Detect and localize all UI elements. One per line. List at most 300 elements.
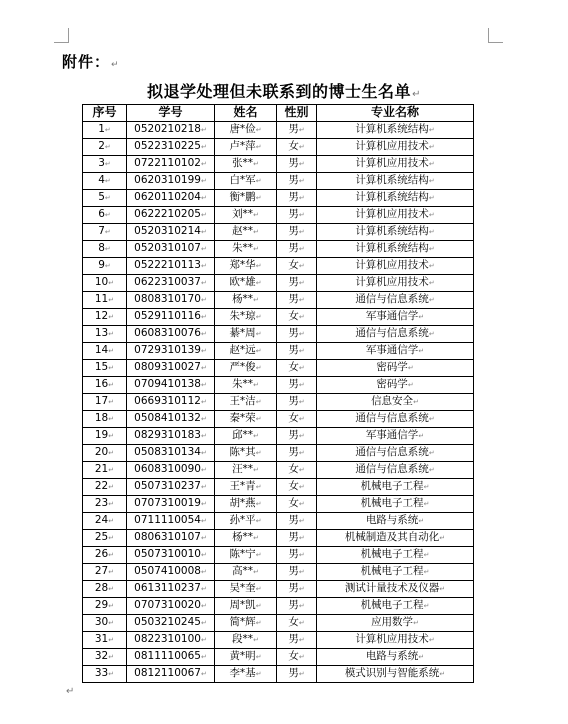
cell-gender-text: 男	[288, 598, 299, 611]
cell-name-text: 邱**	[232, 428, 254, 441]
cell-number-text: 17	[94, 394, 109, 407]
cell-number-text: 5	[98, 190, 105, 203]
cell-major-text: 机械电子工程	[360, 547, 424, 560]
table-row	[83, 325, 474, 342]
cell-number-text: 24	[94, 513, 109, 526]
cell-gender-text: 女	[288, 462, 299, 475]
cell-student-id	[127, 478, 215, 495]
cell-name-text: 赵**	[232, 224, 254, 237]
cell-gender	[277, 427, 317, 444]
cell-end-mark: ↵	[104, 244, 111, 253]
table-body	[83, 121, 474, 682]
cell-name	[215, 155, 277, 172]
cell-number-text: 8	[98, 241, 105, 254]
cell-major-text: 计算机应用技术	[355, 207, 429, 220]
cell-gender-text: 男	[288, 326, 299, 339]
cell-name-text: 张**	[232, 156, 254, 169]
cell-end-mark: ↵	[428, 329, 435, 338]
cell-student-id	[127, 444, 215, 461]
cell-major-text: 计算机系统结构	[355, 190, 429, 203]
cell-end-mark: ↵	[418, 652, 425, 661]
cell-end-mark: ↵	[255, 397, 262, 406]
table-row	[83, 138, 474, 155]
cell-number-text: 23	[94, 496, 109, 509]
cell-student-id-text: 0707310019	[134, 496, 201, 509]
cell-number-text: 25	[94, 530, 109, 543]
cell-gender	[277, 274, 317, 291]
cell-end-mark: ↵	[200, 584, 207, 593]
cell-student-id-text: 0520210218	[134, 122, 201, 135]
cell-student-id-text: 0808310170	[134, 292, 201, 305]
cell-end-mark: ↵	[108, 550, 115, 559]
cell-end-mark: ↵	[200, 635, 207, 644]
cell-student-id-text: 0608310076	[134, 326, 201, 339]
cell-major-text: 机械制造及其自动化	[344, 530, 440, 543]
cell-gender	[277, 172, 317, 189]
table-row	[83, 631, 474, 648]
cell-end-mark: ↵	[108, 601, 115, 610]
cell-name-text: 陈*其	[229, 445, 256, 458]
cell-end-mark: ↵	[108, 618, 115, 627]
cell-name-text: 王*洁	[229, 394, 256, 407]
cell-name-text: 孙*平	[229, 513, 256, 526]
cell-end-mark: ↵	[298, 329, 305, 338]
cell-end-mark: ↵	[298, 465, 305, 474]
cell-end-mark: ↵	[255, 329, 262, 338]
cell-end-mark: ↵	[298, 567, 305, 576]
cell-name	[215, 563, 277, 580]
table-row	[83, 308, 474, 325]
cell-end-mark: ↵	[298, 295, 305, 304]
column-header-student-id: 学号	[127, 105, 215, 122]
cell-student-id	[127, 427, 215, 444]
table-row	[83, 665, 474, 682]
cell-end-mark: ↵	[428, 448, 435, 457]
cell-student-id	[127, 121, 215, 138]
attachment-text: 附件：	[62, 53, 111, 71]
cell-name-text: 朱**	[232, 241, 254, 254]
cell-gender-text: 男	[288, 207, 299, 220]
cell-end-mark: ↵	[200, 516, 207, 525]
cell-number	[83, 461, 127, 478]
cell-major-text: 模式识别与智能系统	[344, 666, 440, 679]
cell-end-mark: ↵	[200, 465, 207, 474]
cell-end-mark: ↵	[200, 312, 207, 321]
cell-number-text: 32	[94, 649, 109, 662]
table-row	[83, 512, 474, 529]
cell-end-mark: ↵	[423, 601, 430, 610]
cell-name	[215, 189, 277, 206]
cell-end-mark: ↵	[298, 448, 305, 457]
cell-student-id	[127, 512, 215, 529]
attachment-label	[62, 51, 120, 72]
cell-end-mark: ↵	[298, 363, 305, 372]
cell-gender-text: 男	[288, 343, 299, 356]
cell-name	[215, 138, 277, 155]
cell-major	[317, 529, 474, 546]
cell-end-mark: ↵	[298, 397, 305, 406]
cell-major-text: 机械电子工程	[360, 479, 424, 492]
cell-end-mark: ↵	[200, 618, 207, 627]
cell-end-mark: ↵	[104, 176, 111, 185]
cell-gender	[277, 648, 317, 665]
cell-number	[83, 325, 127, 342]
cell-major	[317, 359, 474, 376]
table-row	[83, 121, 474, 138]
cell-gender	[277, 376, 317, 393]
cell-end-mark: ↵	[298, 618, 305, 627]
cell-number	[83, 427, 127, 444]
cell-end-mark: ↵	[298, 159, 305, 168]
cell-student-id-text: 0822310100	[134, 632, 201, 645]
cell-student-id	[127, 393, 215, 410]
cell-name	[215, 121, 277, 138]
cell-end-mark: ↵	[418, 516, 425, 525]
cell-name	[215, 478, 277, 495]
cell-student-id	[127, 138, 215, 155]
cell-major	[317, 512, 474, 529]
table-row	[83, 189, 474, 206]
cell-major	[317, 631, 474, 648]
cell-major-text: 机械电子工程	[360, 598, 424, 611]
cell-name-text: 唐*俭	[229, 122, 256, 135]
cell-number	[83, 155, 127, 172]
cell-student-id	[127, 274, 215, 291]
cell-gender-text: 男	[288, 241, 299, 254]
cell-number	[83, 597, 127, 614]
cell-student-id	[127, 223, 215, 240]
column-header-major: 专业名称	[317, 105, 474, 122]
cell-gender	[277, 512, 317, 529]
cell-student-id	[127, 376, 215, 393]
cell-gender-text: 男	[288, 445, 299, 458]
cell-gender-text: 男	[288, 190, 299, 203]
cell-name-text: 白*军	[229, 173, 256, 186]
document-title-text: 拟退学处理但未联系到的博士生名单	[147, 82, 412, 101]
cell-name-text: 简*辉	[229, 615, 256, 628]
cell-major	[317, 597, 474, 614]
student-roster-table	[82, 104, 474, 683]
cell-end-mark: ↵	[298, 652, 305, 661]
cell-major-text: 计算机系统结构	[355, 122, 429, 135]
cell-end-mark: ↵	[298, 431, 305, 440]
cell-name	[215, 240, 277, 257]
cell-major-text: 计算机应用技术	[355, 139, 429, 152]
cell-end-mark: ↵	[108, 499, 115, 508]
cell-end-mark: ↵	[439, 584, 446, 593]
cell-end-mark: ↵	[200, 295, 207, 304]
cell-end-mark: ↵	[298, 312, 305, 321]
cell-end-mark: ↵	[298, 244, 305, 253]
cell-gender	[277, 291, 317, 308]
cell-name	[215, 308, 277, 325]
cell-student-id-text: 0620310199	[134, 173, 201, 186]
document-title	[0, 79, 568, 102]
cell-major	[317, 121, 474, 138]
cell-end-mark: ↵	[255, 142, 262, 151]
cell-name	[215, 614, 277, 631]
cell-student-id-text: 0620110204	[134, 190, 201, 203]
cell-gender-text: 男	[288, 122, 299, 135]
paragraph-mark: ↵	[412, 89, 421, 100]
cell-end-mark: ↵	[298, 261, 305, 270]
table-row	[83, 444, 474, 461]
table-row	[83, 155, 474, 172]
cell-end-mark: ↵	[104, 125, 111, 134]
cell-student-id	[127, 240, 215, 257]
cell-student-id-text: 0709410138	[134, 377, 201, 390]
column-header-gender: 性别	[277, 105, 317, 122]
cell-student-id	[127, 257, 215, 274]
cell-end-mark: ↵	[104, 210, 111, 219]
cell-name	[215, 597, 277, 614]
cell-student-id	[127, 529, 215, 546]
cell-number	[83, 648, 127, 665]
cell-number-text: 26	[94, 547, 109, 560]
cell-end-mark: ↵	[255, 414, 262, 423]
cell-major-text: 电路与系统	[365, 649, 419, 662]
cell-student-id	[127, 410, 215, 427]
cell-name-text: 吴*奎	[229, 581, 256, 594]
cell-major-text: 军事通信学	[365, 343, 419, 356]
cell-end-mark: ↵	[255, 312, 262, 321]
cell-end-mark: ↵	[200, 669, 207, 678]
cell-number	[83, 308, 127, 325]
cell-gender	[277, 563, 317, 580]
cell-end-mark: ↵	[200, 499, 207, 508]
table-row	[83, 342, 474, 359]
cell-end-mark: ↵	[298, 210, 305, 219]
cell-number-text: 20	[94, 445, 109, 458]
cell-gender	[277, 257, 317, 274]
cell-end-mark: ↵	[108, 329, 115, 338]
cell-end-mark: ↵	[104, 142, 111, 151]
cell-name-text: 严*俊	[229, 360, 256, 373]
cell-major	[317, 206, 474, 223]
cell-major-text: 测试计量技术及仪器	[344, 581, 440, 594]
cell-number-text: 22	[94, 479, 109, 492]
cell-end-mark: ↵	[108, 295, 115, 304]
cell-major-text: 军事通信学	[365, 309, 419, 322]
cell-end-mark: ↵	[200, 567, 207, 576]
cell-major	[317, 461, 474, 478]
cell-end-mark: ↵	[108, 414, 115, 423]
cell-end-mark: ↵	[298, 669, 305, 678]
table-row	[83, 206, 474, 223]
cell-end-mark: ↵	[298, 380, 305, 389]
cell-end-mark: ↵	[108, 584, 115, 593]
cell-name-text: 杨**	[232, 530, 254, 543]
cell-end-mark: ↵	[200, 363, 207, 372]
cell-major-text: 机械电子工程	[360, 496, 424, 509]
cell-gender-text: 女	[288, 479, 299, 492]
cell-end-mark: ↵	[200, 244, 207, 253]
cell-number-text: 4	[98, 173, 105, 186]
cell-gender	[277, 189, 317, 206]
table-row	[83, 172, 474, 189]
cell-student-id	[127, 665, 215, 682]
cell-name-text: 綦*周	[229, 326, 256, 339]
cell-name	[215, 529, 277, 546]
cell-student-id	[127, 563, 215, 580]
cell-student-id-text: 0722110102	[134, 156, 201, 169]
cell-name-text: 王*青	[229, 479, 256, 492]
cell-major	[317, 665, 474, 682]
cell-gender	[277, 478, 317, 495]
cell-end-mark: ↵	[428, 210, 435, 219]
cell-gender	[277, 240, 317, 257]
cell-major-text: 电路与系统	[365, 513, 419, 526]
cell-student-id	[127, 325, 215, 342]
cell-major	[317, 478, 474, 495]
cell-major-text: 应用数学	[371, 615, 414, 628]
cell-student-id-text: 0622210205	[134, 207, 201, 220]
cell-student-id-text: 0503210245	[134, 615, 201, 628]
cell-gender-text: 女	[288, 496, 299, 509]
cell-gender-text: 男	[288, 513, 299, 526]
cell-name	[215, 274, 277, 291]
cell-student-id	[127, 597, 215, 614]
cell-major	[317, 240, 474, 257]
cell-student-id	[127, 189, 215, 206]
cell-end-mark: ↵	[253, 159, 259, 168]
cell-name-text: 欧*雄	[229, 275, 256, 288]
cell-major	[317, 444, 474, 461]
cell-name	[215, 631, 277, 648]
cell-gender-text: 男	[288, 428, 299, 441]
cell-end-mark: ↵	[255, 125, 262, 134]
cell-student-id-text: 0806310107	[134, 530, 201, 543]
cell-end-mark: ↵	[200, 533, 207, 542]
cell-major-text: 密码学	[376, 377, 408, 390]
cell-major-text: 计算机系统结构	[355, 173, 429, 186]
cell-end-mark: ↵	[200, 329, 207, 338]
cell-student-id-text: 0508310134	[134, 445, 201, 458]
cell-student-id	[127, 172, 215, 189]
table-row	[83, 546, 474, 563]
cell-student-id	[127, 291, 215, 308]
cell-major	[317, 189, 474, 206]
cell-end-mark: ↵	[200, 431, 207, 440]
cell-number	[83, 206, 127, 223]
cell-number-text: 10	[94, 275, 109, 288]
cell-gender	[277, 495, 317, 512]
cell-name-text: 衡*鹏	[229, 190, 256, 203]
cell-end-mark: ↵	[253, 227, 259, 236]
cell-student-id-text: 0669310112	[134, 394, 201, 407]
cell-student-id-text: 0812110067	[134, 666, 201, 679]
cell-end-mark: ↵	[418, 431, 425, 440]
cell-number	[83, 291, 127, 308]
cell-end-mark: ↵	[255, 584, 262, 593]
cell-number	[83, 138, 127, 155]
cell-end-mark: ↵	[255, 516, 262, 525]
cell-number	[83, 478, 127, 495]
cell-number-text: 33	[94, 666, 109, 679]
cell-name	[215, 376, 277, 393]
cell-end-mark: ↵	[428, 244, 435, 253]
cell-end-mark: ↵	[108, 312, 115, 321]
cell-end-mark: ↵	[423, 499, 430, 508]
cell-end-mark: ↵	[255, 618, 262, 627]
cell-name-text: 郑*华	[229, 258, 256, 271]
cell-number-text: 13	[94, 326, 109, 339]
cell-end-mark: ↵	[298, 533, 305, 542]
cell-gender-text: 女	[288, 649, 299, 662]
cell-end-mark: ↵	[428, 635, 435, 644]
cell-end-mark: ↵	[428, 142, 435, 151]
cell-end-mark: ↵	[298, 482, 305, 491]
column-header-name: 姓名	[215, 105, 277, 122]
cell-major-text: 计算机应用技术	[355, 632, 429, 645]
cell-end-mark: ↵	[407, 363, 414, 372]
cell-name-text: 陈*宁	[229, 547, 256, 560]
cell-student-id	[127, 308, 215, 325]
cell-end-mark: ↵	[104, 159, 111, 168]
cell-student-id-text: 0508410132	[134, 411, 201, 424]
cell-major	[317, 172, 474, 189]
cell-major-text: 计算机应用技术	[355, 258, 429, 271]
cell-major	[317, 325, 474, 342]
cell-end-mark: ↵	[108, 635, 115, 644]
cell-gender-text: 男	[288, 530, 299, 543]
cell-number-text: 14	[94, 343, 109, 356]
cell-end-mark: ↵	[200, 142, 207, 151]
cell-number-text: 16	[94, 377, 109, 390]
end-paragraph-mark: ↵	[66, 686, 75, 697]
cell-student-id	[127, 342, 215, 359]
cell-end-mark: ↵	[255, 550, 262, 559]
table-row	[83, 427, 474, 444]
cell-gender-text: 女	[288, 615, 299, 628]
cell-end-mark: ↵	[255, 193, 262, 202]
cell-name	[215, 359, 277, 376]
cell-major-text: 信息安全	[371, 394, 414, 407]
cell-end-mark: ↵	[108, 516, 115, 525]
cell-end-mark: ↵	[255, 482, 262, 491]
cell-end-mark: ↵	[298, 193, 305, 202]
cell-student-id-text: 0729310139	[134, 343, 201, 356]
cell-end-mark: ↵	[108, 465, 115, 474]
cell-major	[317, 410, 474, 427]
table-row	[83, 393, 474, 410]
cell-name-text: 段**	[232, 632, 254, 645]
cell-major-text: 通信与信息系统	[355, 445, 429, 458]
cell-gender	[277, 597, 317, 614]
cell-student-id-text: 0707310020	[134, 598, 201, 611]
cell-end-mark: ↵	[298, 584, 305, 593]
table-row	[83, 257, 474, 274]
cell-number-text: 7	[98, 224, 105, 237]
cell-number	[83, 444, 127, 461]
cell-gender	[277, 410, 317, 427]
table-row	[83, 359, 474, 376]
cell-end-mark: ↵	[108, 431, 115, 440]
cell-number-text: 1	[98, 122, 105, 135]
cell-name-text: 朱*琼	[229, 309, 256, 322]
cell-end-mark: ↵	[428, 278, 435, 287]
cell-number	[83, 410, 127, 427]
cell-major	[317, 274, 474, 291]
cell-student-id-text: 0613110237	[134, 581, 201, 594]
cell-number	[83, 512, 127, 529]
cell-end-mark: ↵	[200, 210, 207, 219]
table-row	[83, 478, 474, 495]
cell-gender-text: 男	[288, 292, 299, 305]
cell-number	[83, 172, 127, 189]
cell-end-mark: ↵	[108, 448, 115, 457]
cell-name	[215, 325, 277, 342]
